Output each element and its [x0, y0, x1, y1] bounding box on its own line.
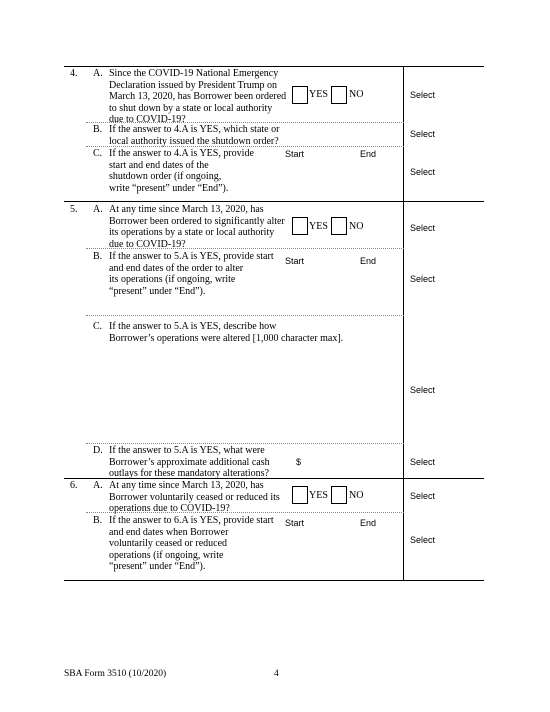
q5a-select[interactable]: Select [410, 223, 436, 233]
q6b-line: voluntarily ceased or reduced [109, 538, 228, 550]
q4c-start-field[interactable]: Start [285, 149, 305, 159]
q5b-start-field[interactable]: Start [285, 256, 305, 266]
q6b-line: and end dates when Borrower [109, 526, 229, 538]
q5b-line: “present” under “End”). [109, 285, 206, 297]
q4a-select[interactable]: Select [410, 90, 436, 100]
q4a-no-label: NO [349, 89, 364, 100]
q6b-start-field[interactable]: Start [285, 518, 305, 528]
q4b-select[interactable]: Select [410, 129, 436, 139]
q6b-end-field[interactable]: End [360, 518, 377, 528]
q4a-letter: A. [93, 68, 103, 79]
q4a-line: Since the COVID-19 National Emergency [109, 68, 279, 79]
q4a-line: March 13, 2020, has Borrower been ordered [109, 91, 287, 103]
q5a-yes-label: YES [309, 221, 328, 232]
q5d-line: outlays for these mandatory alterations? [109, 468, 269, 480]
q5a-question [109, 204, 285, 250]
q5b-line: its operations (if ongoing, write [109, 274, 236, 286]
q6b-letter: B. [93, 515, 103, 526]
q5b-question [109, 251, 274, 297]
q4c-line: start and end dates of the [109, 159, 209, 171]
q6a-line: At any time since March 13, 2020, has [109, 480, 264, 491]
q5a-yes-checkbox[interactable] [292, 217, 308, 235]
q5a-letter: A. [93, 204, 103, 215]
q4b-letter: B. [93, 124, 103, 135]
q5d-select[interactable]: Select [410, 457, 436, 467]
select-column-divider [403, 66, 404, 581]
q4b-question [109, 124, 279, 147]
q4b-line: If the answer to 4.A is YES, which state or [109, 124, 280, 135]
q4a-yes-label: YES [309, 89, 328, 100]
q6b-line: “present” under “End”). [109, 561, 206, 573]
q6b-question [109, 515, 274, 573]
question-number-6: 6. [70, 480, 78, 491]
q6a-select[interactable]: Select [410, 491, 436, 501]
row-divider-5b [86, 315, 404, 316]
q5b-line: If the answer to 5.A is YES, provide start [109, 251, 274, 262]
q4a-yes-checkbox[interactable] [292, 86, 308, 104]
footer-page-number: 4 [274, 669, 279, 679]
q4b-line: local authority issued the shutdown order? [109, 135, 279, 147]
q5a-no-checkbox[interactable] [331, 217, 347, 235]
q4a-question [109, 68, 286, 126]
q6a-yes-checkbox[interactable] [292, 486, 308, 504]
q6a-no-label: NO [349, 490, 364, 501]
q4c-line: write “present” under “End”). [109, 182, 229, 194]
question-number-5: 5. [70, 204, 78, 215]
q4a-no-checkbox[interactable] [331, 86, 347, 104]
row-divider-5c [86, 443, 404, 444]
q4c-line: shutdown order (if ongoing, [109, 171, 222, 183]
q5d-amount-field[interactable]: $ [296, 457, 302, 467]
footer-form-id: SBA Form 3510 (10/2020) [64, 669, 167, 679]
q5c-line: Borrower’s operations were altered [1,000 character max]. [109, 332, 344, 344]
q6a-letter: A. [93, 480, 103, 491]
q6b-line: operations (if ongoing, write [109, 549, 224, 561]
q4c-question [109, 148, 254, 194]
q5b-letter: B. [93, 251, 103, 262]
q5a-line: its operations by a state or local authority [109, 227, 275, 239]
q5b-select[interactable]: Select [410, 274, 436, 284]
q6a-question [109, 480, 280, 515]
q5c-select[interactable]: Select [410, 385, 436, 395]
q4c-line: If the answer to 4.A is YES, provide [109, 148, 254, 159]
q5a-line: due to COVID-19? [109, 238, 186, 250]
q6a-yes-label: YES [309, 490, 328, 501]
q5c-letter: C. [93, 321, 103, 332]
q4a-line: to shut down by a state or local authority [109, 102, 273, 114]
table-top-rule [64, 66, 484, 67]
q5d-line: Borrower’s approximate additional cash [109, 456, 270, 468]
q6a-line: operations due to COVID-19? [109, 503, 230, 515]
q5a-no-label: NO [349, 221, 364, 232]
q5b-line: and end dates of the order to alter [109, 262, 244, 274]
q5a-line: At any time since March 13, 2020, has [109, 204, 264, 215]
q4c-letter: C. [93, 148, 103, 159]
q5c-line: If the answer to 5.A is YES, describe how [109, 321, 277, 332]
q6a-line: Borrower voluntarily ceased or reduced its [109, 491, 280, 503]
q4a-line: Declaration issued by President Trump on [109, 79, 278, 91]
q4a-line: due to COVID-19? [109, 114, 186, 126]
q4c-end-field[interactable]: End [360, 149, 377, 159]
table-bottom-rule [64, 580, 484, 581]
q5a-line: Borrower been ordered to significantly alter [109, 215, 285, 227]
q5c-question [109, 321, 343, 344]
q4c-select[interactable]: Select [410, 167, 436, 177]
q5d-line: If the answer to 5.A is YES, what were [109, 445, 265, 456]
question-number-4: 4. [70, 68, 78, 79]
q6a-no-checkbox[interactable] [331, 486, 347, 504]
section-rule-5 [64, 201, 484, 202]
q6b-select[interactable]: Select [410, 535, 436, 545]
q6b-line: If the answer to 6.A is YES, provide start [109, 515, 274, 526]
q5d-question [109, 445, 270, 480]
q5d-letter: D. [93, 445, 103, 456]
q5b-end-field[interactable]: End [360, 256, 377, 266]
